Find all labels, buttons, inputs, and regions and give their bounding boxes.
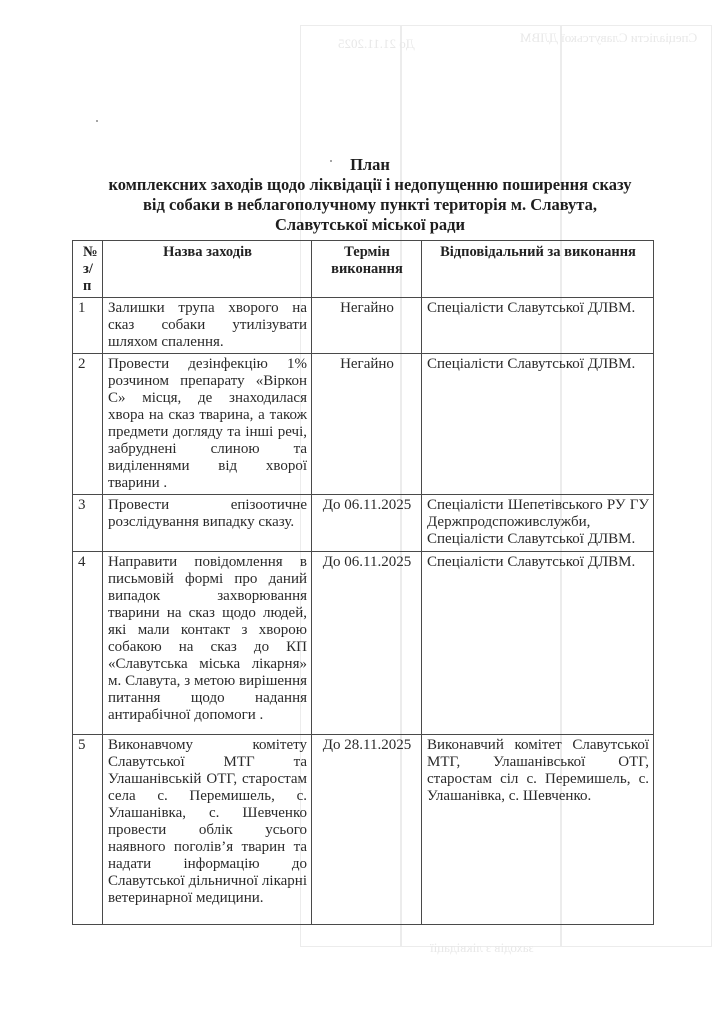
row-task: Виконавчому комітету Славутської МТГ та Улашанівській ОТГ, старостам села с. Перемишель, с. Улашанівка, с. Шевченко провести облік усього наявного поголів’я тварин та надати інформацію до Славутської дільничної лікарні ветеринарної медицини. xyxy=(103,735,312,925)
table-row xyxy=(73,354,654,495)
bleed-through-text: До 21.11.2025 xyxy=(338,36,415,51)
row-task: Направити повідомлення в письмовій формі про даний випадок захворювання тварини на сказ щодо людей, які мали контакт з хворою собакою на сказ до КП «Славутська міська лікарня» м. Славута, з метою вирішення питання щодо надання антирабічної допомоги . xyxy=(103,552,312,735)
title-line: комплексних заходів щодо ліквідації і недопущенню поширення сказу xyxy=(108,175,632,194)
table-row xyxy=(73,735,654,925)
row-number: 3 xyxy=(73,495,103,552)
row-responsible: Спеціалісти Славутської ДЛВМ. xyxy=(422,298,654,354)
row-number: 5 xyxy=(73,735,103,925)
table-row xyxy=(73,298,654,354)
row-number: 1 xyxy=(73,298,103,354)
header-term: Термін виконання xyxy=(312,241,422,298)
bleed-through-text: заходів з ліквідації xyxy=(430,940,534,955)
header-responsible: Відповідальний за виконання xyxy=(422,241,654,298)
header-task: Назва заходів xyxy=(103,241,312,298)
title-line: Славутської міської ради xyxy=(274,215,466,234)
row-term: До 06.11.2025 xyxy=(312,495,422,552)
row-task: Залишки трупа хворого на сказ собаки утилізувати шляхом спалення. xyxy=(103,298,312,354)
row-number: 4 xyxy=(73,552,103,735)
title-line: від собаки в неблагополучному пункті територія м. Славута, xyxy=(143,195,597,214)
row-responsible: Спеціалісти Славутської ДЛВМ. xyxy=(422,354,654,495)
title-line-plan: План xyxy=(350,155,390,174)
row-term: Негайно xyxy=(312,354,422,495)
table-row xyxy=(73,495,654,552)
row-term: Негайно xyxy=(312,298,422,354)
table-header-row xyxy=(73,241,654,298)
document-title xyxy=(80,155,660,235)
row-responsible: Виконавчий комітет Славутської МТГ, Улашанівської ОТГ, старостам сіл с. Перемишель, с. Улашанівка, с. Шевченко. xyxy=(422,735,654,925)
row-term: До 28.11.2025 xyxy=(312,735,422,925)
bleed-through-text: Спеціалісти Славутської ДЛВМ xyxy=(520,30,698,45)
row-responsible: Спеціалісти Шепетівського РУ ГУ Держпродспоживслужби, Спеціалісти Славутської ДЛВМ. xyxy=(422,495,654,552)
row-responsible: Спеціалісти Славутської ДЛВМ. xyxy=(422,552,654,735)
measures-table xyxy=(72,240,654,925)
header-number: № з/п xyxy=(73,241,103,298)
row-task: Провести епізоотичне розслідування випадку сказу. xyxy=(103,495,312,552)
row-term: До 06.11.2025 xyxy=(312,552,422,735)
row-task: Провести дезінфекцію 1% розчином препарату «Віркон С» місця, де знаходилася хвора на сказ тварина, а також предмети догляду та інші речі, забруднені слиною та виділеннями від хворої тварини . xyxy=(103,354,312,495)
row-number: 2 xyxy=(73,354,103,495)
table-row xyxy=(73,552,654,735)
scan-speck xyxy=(96,120,98,122)
